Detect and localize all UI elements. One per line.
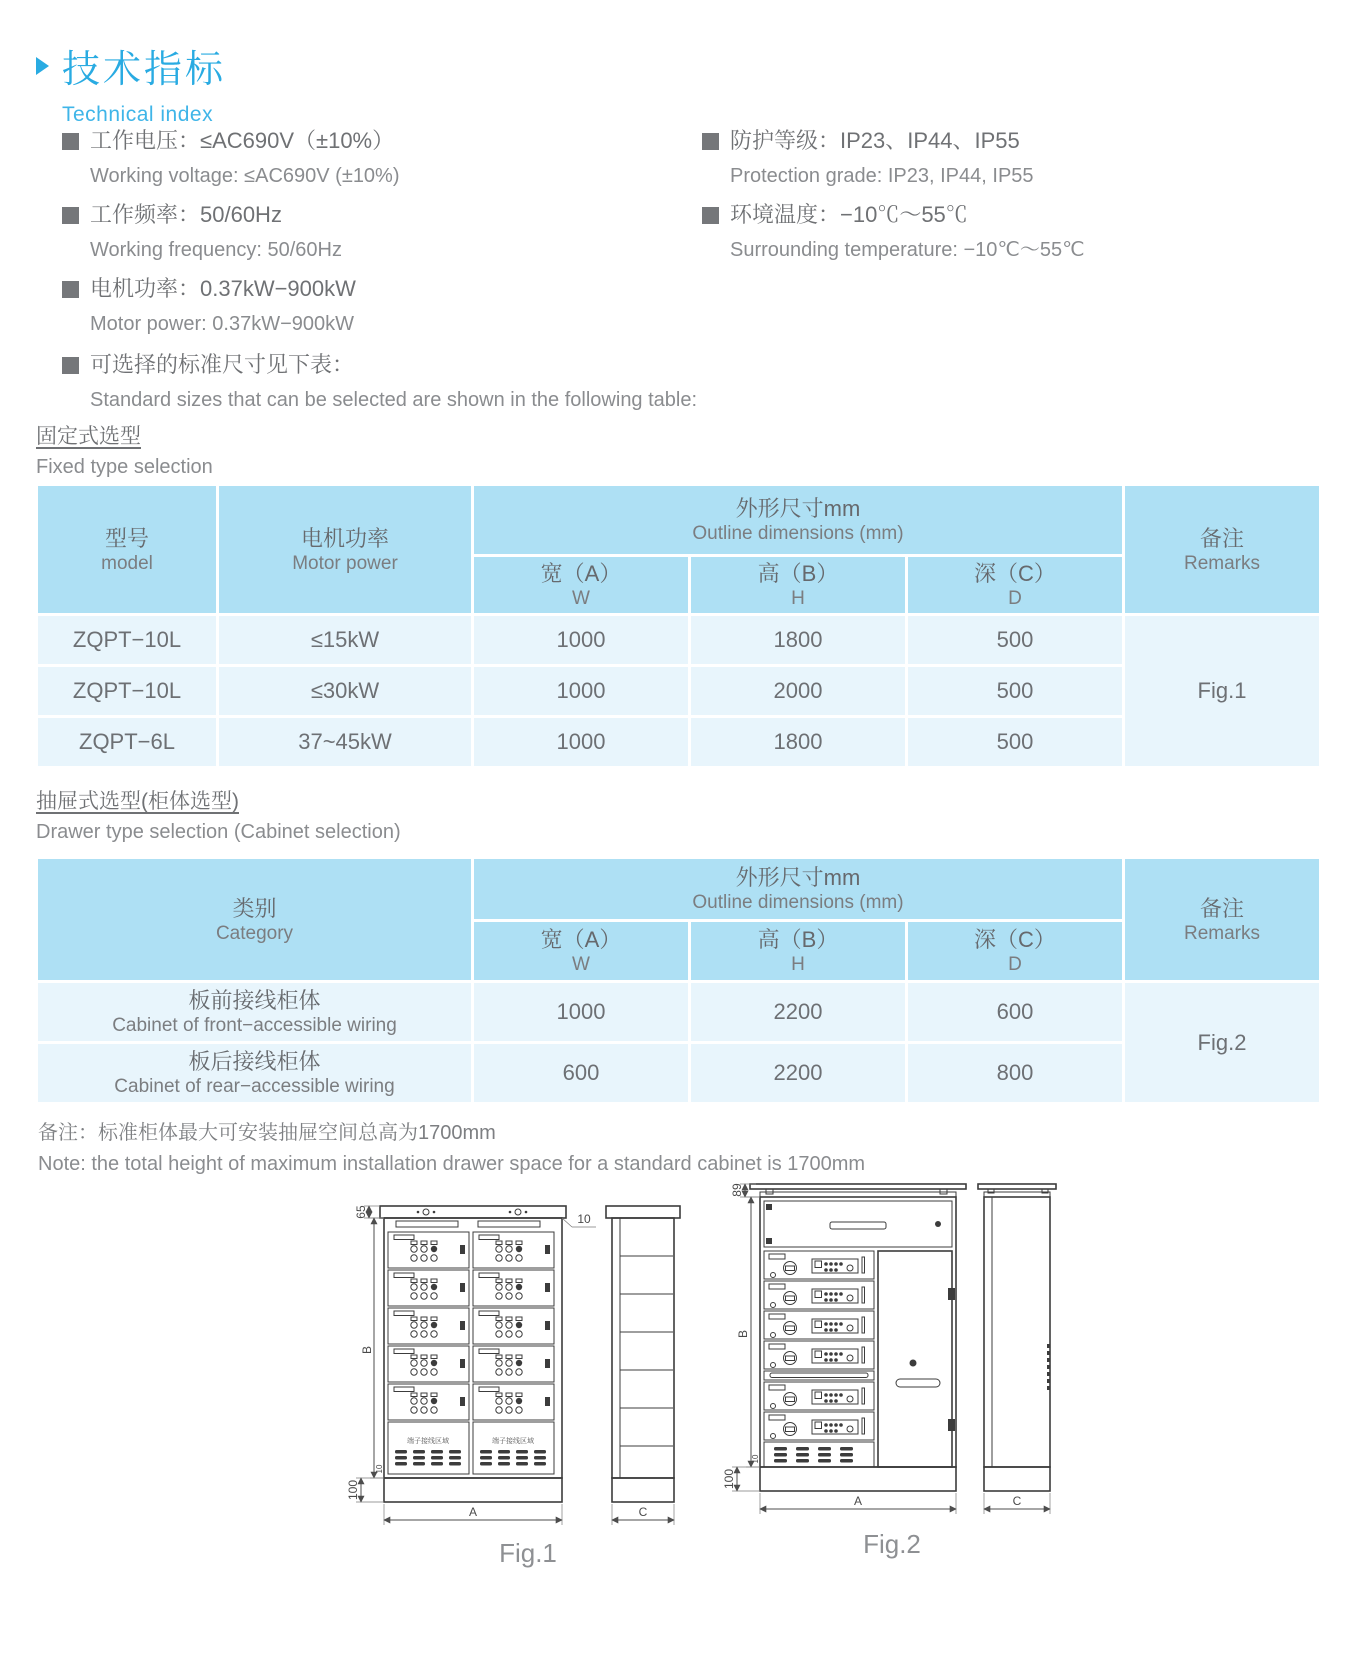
cell-depth: 600 bbox=[908, 983, 1122, 1041]
header-zh: 外形尺寸mm bbox=[735, 865, 861, 890]
cell-model: ZQPT−10L bbox=[38, 616, 216, 664]
header-cell-height bbox=[691, 557, 905, 613]
drawer-type-table bbox=[35, 856, 1322, 1105]
spec-zh-text: 环境温度：−10℃～55℃ bbox=[730, 202, 968, 227]
spec-zh-text: 防护等级：IP23、IP44、IP55 bbox=[730, 128, 1020, 153]
category-zh: 板后接线柜体 bbox=[188, 1049, 321, 1074]
spec-working-voltage bbox=[62, 128, 682, 188]
header-zh: 电机功率 bbox=[300, 525, 389, 551]
cell-depth: 500 bbox=[908, 718, 1122, 766]
spec-zh-text: 工作频率：50/60Hz bbox=[90, 202, 282, 227]
header-cell-depth bbox=[908, 557, 1122, 613]
header-en: Remarks bbox=[1183, 552, 1260, 574]
cell-depth: 800 bbox=[908, 1044, 1122, 1102]
bullet-square-icon bbox=[62, 207, 79, 224]
bullet-square-icon bbox=[62, 133, 79, 150]
cell-category bbox=[38, 1044, 471, 1102]
fig2-side-view bbox=[978, 1184, 1056, 1514]
header-zh: 外形尺寸mm bbox=[735, 496, 861, 521]
cell-remark: Fig.2 bbox=[1125, 983, 1319, 1102]
header-en: D bbox=[1008, 588, 1022, 609]
fig1-side-view bbox=[606, 1206, 680, 1525]
category-zh: 板前接线柜体 bbox=[188, 988, 321, 1013]
fig1-dim-B: B bbox=[360, 1345, 374, 1355]
header-en: H bbox=[791, 954, 805, 975]
cell-width: 1000 bbox=[474, 616, 688, 664]
header-en: Motor power bbox=[292, 552, 398, 574]
page-header bbox=[36, 38, 226, 127]
header-cell-depth bbox=[908, 922, 1122, 980]
header-zh: 型号 bbox=[104, 525, 149, 551]
spec-en-text: Working voltage: ≤AC690V (±10%) bbox=[90, 165, 400, 187]
spec-motor-power bbox=[62, 276, 682, 336]
header-zh: 深（C） bbox=[974, 927, 1056, 952]
fig1-dim-65: 65 bbox=[354, 1205, 368, 1219]
spec-list-left bbox=[62, 128, 682, 350]
fig1-cabinet-front-and-side bbox=[338, 1198, 718, 1530]
bullet-square-icon bbox=[702, 133, 719, 150]
cell-height: 2200 bbox=[691, 1044, 905, 1102]
cell-width: 1000 bbox=[474, 983, 688, 1041]
header-en: model bbox=[101, 552, 153, 574]
page-subtitle: Technical index bbox=[62, 103, 214, 126]
spec-zh-text: 工作电压：≤AC690V（±10%） bbox=[90, 128, 395, 153]
bullet-square-icon bbox=[62, 357, 79, 374]
table-header-row bbox=[38, 486, 1319, 554]
fig2-dim-100: 100 bbox=[722, 1468, 736, 1490]
section-arrow-icon bbox=[36, 57, 49, 75]
header-zh: 备注 bbox=[1199, 525, 1244, 551]
table-row bbox=[38, 983, 1319, 1041]
cell-width: 1000 bbox=[474, 718, 688, 766]
spec-en-text: Surrounding temperature: −10℃～55℃ bbox=[730, 239, 1085, 261]
cell-height: 2000 bbox=[691, 667, 905, 715]
spec-en-text: Working frequency: 50/60Hz bbox=[90, 239, 342, 261]
section-drawer-type bbox=[36, 790, 401, 844]
header-zh: 类别 bbox=[232, 895, 277, 921]
footnote-zh: 备注：标准柜体最大可安装抽屉空间总高为1700mm bbox=[38, 1122, 496, 1144]
spec-zh-text: 电机功率：0.37kW−900kW bbox=[90, 276, 356, 301]
header-cell-width bbox=[474, 922, 688, 980]
cell-height: 1800 bbox=[691, 718, 905, 766]
fig1-dim-100: 100 bbox=[346, 1479, 360, 1501]
header-en: H bbox=[791, 588, 805, 609]
header-en: Outline dimensions (mm) bbox=[692, 892, 904, 913]
header-en: D bbox=[1008, 954, 1022, 975]
fig1-dim-10-cap: 10 bbox=[577, 1212, 591, 1226]
cell-depth: 500 bbox=[908, 667, 1122, 715]
fig2-dim-C: C bbox=[1012, 1494, 1022, 1508]
cell-power: ≤15kW bbox=[219, 616, 471, 664]
fixed-type-table bbox=[35, 483, 1322, 769]
header-en: W bbox=[572, 588, 590, 609]
section-title-en: Drawer type selection (Cabinet selection) bbox=[36, 821, 401, 843]
header-zh: 宽（A） bbox=[540, 561, 622, 586]
bullet-square-icon bbox=[702, 207, 719, 224]
header-cell-outline-dimensions bbox=[474, 859, 1122, 919]
cell-depth: 500 bbox=[908, 616, 1122, 664]
spec-en-text: Protection grade: IP23, IP44, IP55 bbox=[730, 165, 1034, 187]
spec-surrounding-temperature bbox=[702, 202, 1302, 262]
fig2-dim-89: 89 bbox=[730, 1183, 744, 1197]
cell-power: ≤30kW bbox=[219, 667, 471, 715]
footnote-en: Note: the total height of maximum installation drawer space for a standard cabinet is 1700mm bbox=[38, 1153, 866, 1175]
spec-zh-text: 可选择的标准尺寸见下表： bbox=[90, 352, 355, 377]
header-cell-width bbox=[474, 557, 688, 613]
header-cell-motor-power bbox=[219, 486, 471, 613]
fig1-drawing bbox=[338, 1198, 718, 1569]
fig2-dim-B: B bbox=[736, 1329, 750, 1339]
cell-model: ZQPT−10L bbox=[38, 667, 216, 715]
cell-width: 600 bbox=[474, 1044, 688, 1102]
fig1-caption: Fig.1 bbox=[499, 1538, 557, 1568]
section-title-zh: 抽屉式选型(柜体选型) bbox=[36, 790, 239, 813]
fig1-dim-10-base: 10 bbox=[375, 1464, 384, 1474]
header-zh: 高（B） bbox=[757, 927, 839, 952]
header-cell-remarks bbox=[1125, 486, 1319, 613]
category-en: Cabinet of rear−accessible wiring bbox=[114, 1076, 395, 1097]
header-zh: 高（B） bbox=[757, 561, 839, 586]
fig1-terminal-area-label: 端子接线区域 bbox=[407, 1438, 449, 1445]
fig2-caption: Fig.2 bbox=[863, 1529, 921, 1559]
category-en: Cabinet of front−accessible wiring bbox=[112, 1015, 397, 1036]
cell-height: 1800 bbox=[691, 616, 905, 664]
spec-working-frequency bbox=[62, 202, 682, 262]
spec-list-right bbox=[702, 128, 1302, 276]
table-header-row bbox=[38, 859, 1319, 919]
fig1-dim-A: A bbox=[468, 1505, 478, 1519]
header-cell-remarks bbox=[1125, 859, 1319, 980]
header-cell-model bbox=[38, 486, 216, 613]
spec-en-text: Motor power: 0.37kW−900kW bbox=[90, 313, 354, 335]
footnote bbox=[38, 1120, 865, 1177]
section-title-zh: 固定式选型 bbox=[36, 425, 141, 448]
header-zh: 备注 bbox=[1199, 895, 1244, 921]
fig2-drawing bbox=[712, 1176, 1072, 1560]
fig2-cabinet-front-and-side bbox=[712, 1176, 1072, 1521]
cell-model: ZQPT−6L bbox=[38, 718, 216, 766]
spec-standard-sizes bbox=[62, 352, 962, 426]
cell-width: 1000 bbox=[474, 667, 688, 715]
fig1-dim-C: C bbox=[638, 1505, 648, 1519]
bullet-square-icon bbox=[62, 281, 79, 298]
header-cell-category bbox=[38, 859, 471, 980]
header-en: W bbox=[572, 954, 590, 975]
fig2-dim-A: A bbox=[853, 1494, 863, 1508]
header-en: Category bbox=[215, 922, 294, 944]
cell-remark: Fig.1 bbox=[1125, 616, 1319, 766]
header-cell-outline-dimensions bbox=[474, 486, 1122, 554]
fig2-front-view bbox=[750, 1184, 966, 1491]
header-en: Outline dimensions (mm) bbox=[692, 523, 904, 544]
header-zh: 宽（A） bbox=[540, 927, 622, 952]
header-cell-height bbox=[691, 922, 905, 980]
cell-height: 2200 bbox=[691, 983, 905, 1041]
section-title-en: Fixed type selection bbox=[36, 456, 213, 478]
fig1-terminal-area-label: 端子接线区域 bbox=[492, 1438, 534, 1445]
section-fixed-type bbox=[36, 425, 213, 479]
fig1-front-view bbox=[380, 1206, 566, 1502]
header-zh: 深（C） bbox=[974, 561, 1056, 586]
spec-protection-grade bbox=[702, 128, 1302, 188]
cell-power: 37~45kW bbox=[219, 718, 471, 766]
header-en: Remarks bbox=[1183, 922, 1260, 944]
page-title: 技术指标 bbox=[62, 49, 227, 91]
table-row bbox=[38, 616, 1319, 664]
cell-category bbox=[38, 983, 471, 1041]
spec-en-text: Standard sizes that can be selected are shown in the following table: bbox=[90, 389, 698, 411]
fig2-dim-10-base: 10 bbox=[751, 1454, 760, 1464]
